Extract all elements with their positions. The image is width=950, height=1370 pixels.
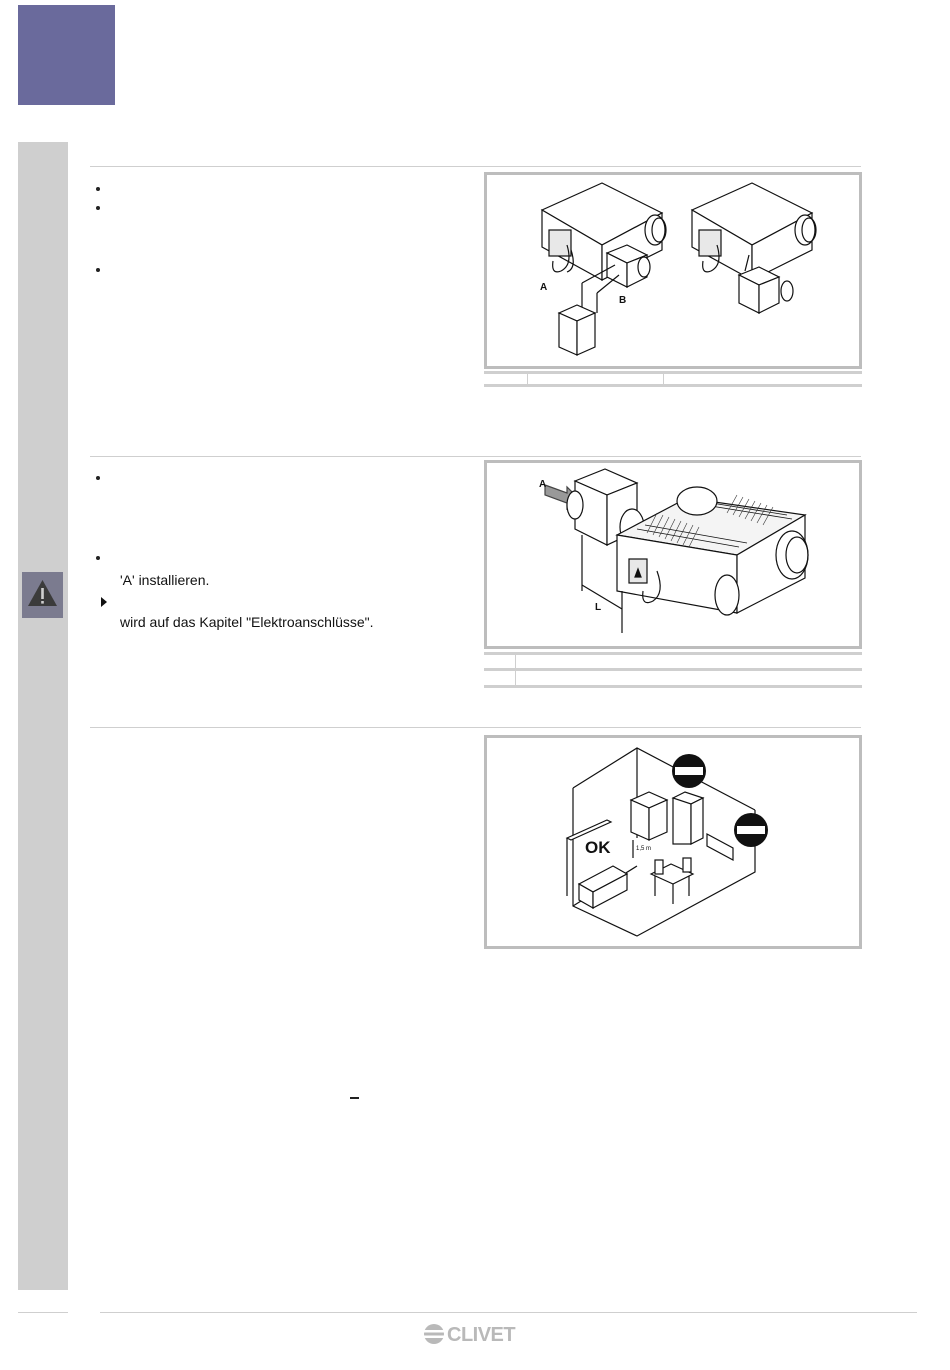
- figure-3-frame: [484, 735, 862, 949]
- dash-mark: [350, 1097, 359, 1099]
- figure-1-caption-line: [484, 384, 862, 387]
- bullet: [96, 206, 100, 210]
- figure-3-room-drawing: [487, 738, 859, 946]
- chapter-tab: [18, 5, 115, 105]
- figure3-height-label: 1,5 m: [636, 846, 652, 852]
- figure2-label-a: A: [539, 479, 547, 490]
- figure1-label-a: A: [540, 282, 548, 293]
- arrow-bullet-icon: [100, 597, 108, 607]
- figure-2-caption-line: [484, 652, 862, 655]
- section-divider-3: [90, 727, 861, 728]
- figure-1-unit-drawing: [487, 175, 859, 366]
- section2-line2: wird auf das Kapitel "Elektroanschlüsse".: [120, 614, 374, 630]
- figure1-label-b: B: [619, 295, 627, 306]
- clivet-logo: [422, 1320, 532, 1348]
- bullet: [96, 268, 100, 272]
- figure-2-unit-drawing: [487, 463, 859, 646]
- bullet: [96, 187, 100, 191]
- caption-divider: [663, 371, 664, 385]
- figure-2-caption-line: [484, 668, 862, 671]
- section-divider-1: [90, 166, 861, 167]
- brand-name: CLIVET: [447, 1324, 516, 1346]
- section2-line1: 'A' installieren.: [120, 572, 210, 588]
- warning-triangle-icon: [22, 572, 63, 618]
- figure2-label-l: L: [595, 602, 602, 613]
- bullet: [96, 556, 100, 560]
- figure-1-frame: [484, 172, 862, 369]
- section-divider-2: [90, 456, 861, 457]
- footer-line: [100, 1312, 917, 1313]
- side-strip: [18, 142, 68, 1290]
- figure3-ok-label: OK: [585, 838, 611, 857]
- figure-2-frame: [484, 460, 862, 649]
- caption-divider: [515, 652, 516, 688]
- warning-box: [22, 572, 63, 618]
- figure-2-caption-line: [484, 685, 862, 688]
- bullet: [96, 476, 100, 480]
- footer-line-left: [18, 1312, 68, 1313]
- no-entry-icon: [734, 813, 768, 847]
- caption-divider: [527, 371, 528, 385]
- no-entry-icon: [672, 754, 706, 788]
- figure-1-caption-line: [484, 371, 862, 374]
